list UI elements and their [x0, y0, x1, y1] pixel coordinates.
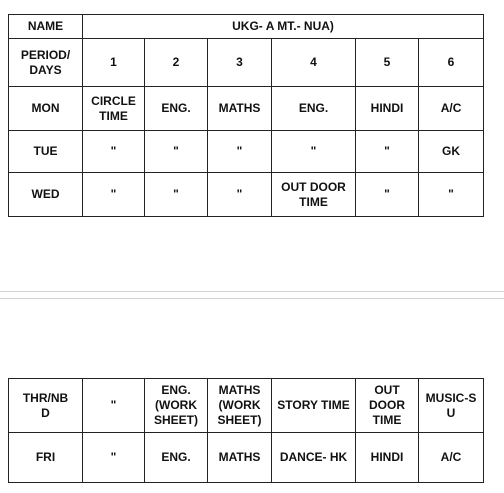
subject-cell: " [419, 173, 484, 217]
subject-cell: GK [419, 131, 484, 173]
subject-cell: OUT DOOR TIME [272, 173, 356, 217]
subject-cell: OUT DOOR TIME [356, 379, 419, 433]
period-days-label: PERIOD/ DAYS [9, 39, 83, 87]
subject-cell: " [83, 131, 145, 173]
subject-cell: DANCE- HK [272, 433, 356, 483]
subject-cell: ENG. [145, 433, 208, 483]
subject-cell: ENG. (WORK SHEET) [145, 379, 208, 433]
period-number: 4 [272, 39, 356, 87]
subject-cell: " [356, 173, 419, 217]
table-header-row [9, 15, 484, 39]
day-label: MON [9, 87, 83, 131]
name-label: NAME [9, 15, 83, 39]
subject-cell: " [83, 379, 145, 433]
subject-cell: " [208, 173, 272, 217]
subject-cell: " [356, 131, 419, 173]
subject-cell: " [145, 173, 208, 217]
day-label: WED [9, 173, 83, 217]
period-number: 1 [83, 39, 145, 87]
period-number: 3 [208, 39, 272, 87]
subject-cell: " [272, 131, 356, 173]
subject-cell: HINDI [356, 87, 419, 131]
subject-cell: MATHS (WORK SHEET) [208, 379, 272, 433]
subject-cell: " [145, 131, 208, 173]
day-label: FRI [9, 433, 83, 483]
subject-cell: MUSIC-S U [419, 379, 484, 433]
subject-cell: MATHS [208, 433, 272, 483]
subject-cell: ENG. [145, 87, 208, 131]
subject-cell: " [208, 131, 272, 173]
subject-cell: MATHS [208, 87, 272, 131]
subject-cell: ENG. [272, 87, 356, 131]
subject-cell: HINDI [356, 433, 419, 483]
table-row [9, 131, 484, 173]
table-row [9, 173, 484, 217]
period-number: 5 [356, 39, 419, 87]
day-label: TUE [9, 131, 83, 173]
class-title: UKG- A MT.- NUA) [83, 15, 484, 39]
period-number: 6 [419, 39, 484, 87]
timetable-top [8, 14, 484, 217]
subject-cell: STORY TIME [272, 379, 356, 433]
subject-cell: A/C [419, 87, 484, 131]
table-row [9, 87, 484, 131]
timetable-bottom [8, 378, 484, 483]
subject-cell: " [83, 173, 145, 217]
subject-cell: " [83, 433, 145, 483]
period-number: 2 [145, 39, 208, 87]
periods-row [9, 39, 484, 87]
subject-cell: A/C [419, 433, 484, 483]
subject-cell: CIRCLE TIME [83, 87, 145, 131]
page-break-divider [0, 291, 504, 299]
table-row [9, 379, 484, 433]
table-row [9, 433, 484, 483]
day-label: THR/NB D [9, 379, 83, 433]
